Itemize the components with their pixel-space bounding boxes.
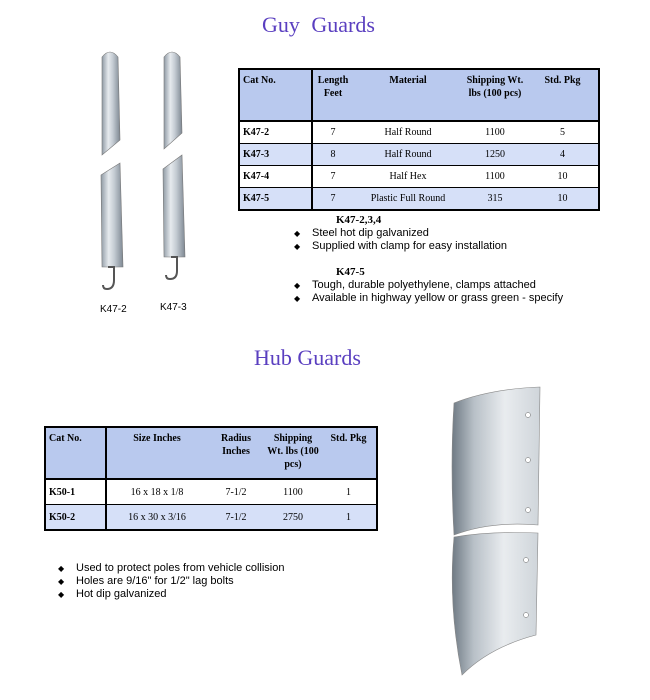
list-item (56, 575, 284, 588)
list-item (292, 240, 507, 253)
cell-cat-no: K50-2 (45, 505, 106, 531)
header-cat-no: Cat No. (239, 69, 312, 121)
cell-length: 7 (312, 166, 353, 188)
cell-std-pkg: 4 (527, 144, 599, 166)
header-std-pkg: Std. Pkg (527, 69, 599, 121)
hub-notes (56, 562, 284, 601)
table-row (239, 144, 599, 166)
guy-guard-images (90, 45, 200, 305)
hub-guards-table (44, 426, 378, 531)
cell-std-pkg: 10 (527, 188, 599, 211)
list-item (292, 227, 507, 240)
cell-length: 7 (312, 188, 353, 211)
list-item-text: Holes are 9/16" for 1/2" lag bolts (76, 575, 234, 587)
table-row (45, 479, 377, 505)
bullet-icon: ◆ (294, 229, 301, 238)
list-item-text: Tough, durable polyethylene, clamps attached (312, 279, 536, 291)
cell-length: 7 (312, 121, 353, 144)
cell-shipping-wt: 1100 (265, 479, 321, 505)
header-length: Length Feet (312, 69, 353, 121)
cell-cat-no: K47-4 (239, 166, 312, 188)
cell-material: Half Round (353, 121, 463, 144)
guy-guard-k47-2-image (101, 52, 123, 289)
cell-shipping-wt: 1250 (463, 144, 527, 166)
table-row (239, 188, 599, 211)
cell-shipping-wt: 1100 (463, 166, 527, 188)
cell-cat-no: K50-1 (45, 479, 106, 505)
cell-size: 16 x 30 x 3/16 (106, 505, 207, 531)
cell-radius: 7-1/2 (207, 479, 265, 505)
bullet-icon: ◆ (58, 577, 65, 586)
bullet-icon: ◆ (294, 281, 301, 290)
caption-k47-2: K47-2 (100, 304, 127, 315)
cell-shipping-wt: 1100 (463, 121, 527, 144)
header-size: Size Inches (106, 427, 207, 479)
list-item-text: Used to protect poles from vehicle collision (76, 562, 285, 574)
table-row (239, 166, 599, 188)
cell-material: Half Round (353, 144, 463, 166)
cell-material: Half Hex (353, 166, 463, 188)
header-cat-no: Cat No. (45, 427, 106, 479)
cell-std-pkg: 1 (321, 505, 377, 531)
header-std-pkg: Std. Pkg (321, 427, 377, 479)
bullet-icon: ◆ (294, 242, 301, 251)
hub-guards-title: Hub Guards (254, 345, 361, 370)
bullet-icon: ◆ (294, 294, 301, 303)
header-material: Material (353, 69, 463, 121)
guy-notes-plastic (292, 266, 563, 305)
bullet-icon: ◆ (58, 590, 65, 599)
cell-material: Plastic Full Round (353, 188, 463, 211)
header-shipping-wt: Shipping Wt. lbs (100 pcs) (265, 427, 321, 479)
list-item-text: Hot dip galvanized (76, 588, 167, 600)
guy-guard-k47-3-image (163, 52, 185, 279)
cell-std-pkg: 10 (527, 166, 599, 188)
list-item-text: Available in highway yellow or grass green - specify (312, 292, 564, 304)
table-header-row (45, 427, 377, 479)
cell-std-pkg: 5 (527, 121, 599, 144)
cell-std-pkg: 1 (321, 479, 377, 505)
cell-cat-no: K47-3 (239, 144, 312, 166)
notes-heading: K47-2,3,4 (336, 214, 382, 226)
table-header-row (239, 69, 599, 121)
hub-guard-image (440, 385, 550, 680)
header-radius: Radius Inches (207, 427, 265, 479)
guy-guards-title: Guy Guards (262, 12, 375, 37)
list-item (292, 292, 563, 305)
list-item (56, 562, 284, 575)
list-item (56, 588, 284, 601)
list-item-text: Supplied with clamp for easy installation (312, 240, 508, 252)
caption-k47-3: K47-3 (160, 302, 187, 313)
guy-guards-table (238, 68, 600, 211)
cell-shipping-wt: 2750 (265, 505, 321, 531)
cell-length: 8 (312, 144, 353, 166)
bullet-icon: ◆ (58, 564, 65, 573)
notes-heading: K47-5 (336, 266, 365, 278)
header-shipping-wt: Shipping Wt. lbs (100 pcs) (463, 69, 527, 121)
list-item (292, 279, 563, 292)
list-item-text: Steel hot dip galvanized (312, 227, 429, 239)
cell-size: 16 x 18 x 1/8 (106, 479, 207, 505)
table-row (239, 121, 599, 144)
table-row (45, 505, 377, 531)
cell-cat-no: K47-5 (239, 188, 312, 211)
cell-cat-no: K47-2 (239, 121, 312, 144)
cell-shipping-wt: 315 (463, 188, 527, 211)
cell-radius: 7-1/2 (207, 505, 265, 531)
guy-notes-steel (292, 214, 507, 253)
